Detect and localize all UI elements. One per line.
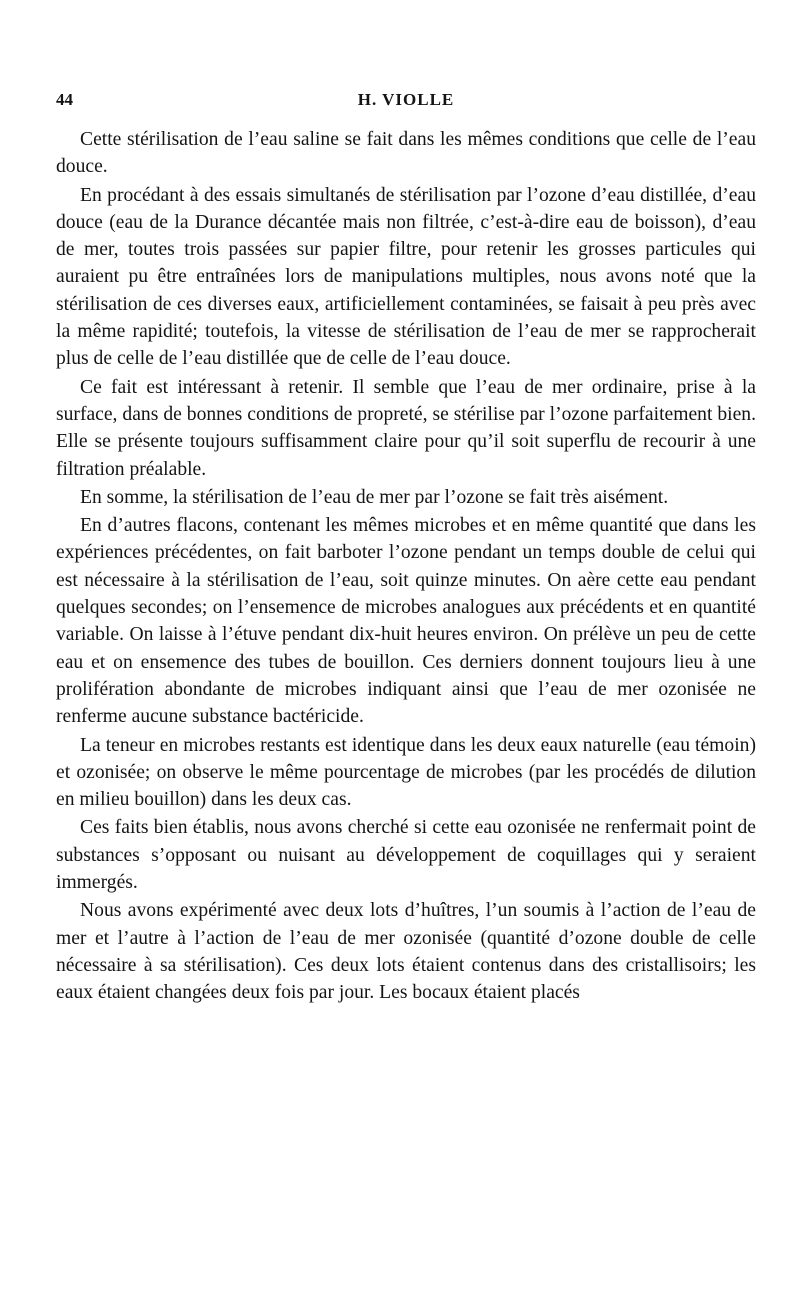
page-header: [56, 86, 756, 116]
book-page: [56, 86, 756, 1007]
paragraph: Nous avons expérimenté avec deux lots d’huîtres, l’un soumis à l’action de l’eau de mer et l’autre à l’action de l’eau de mer ozonisée (quantité d’ozone double de celle nécessaire à sa stérilisation). Ces deux lots étaient contenus dans des cristallisoirs; les eaux étaient changées deux fois par jour. Les bocaux étaient placés: [56, 900, 756, 1004]
running-head: H. VIOLLE: [357, 90, 455, 109]
paragraph: Ces faits bien établis, nous avons cherché si cette eau ozonisée ne renfermait point de substances s’opposant ou nuisant au développement de coquillages qui y seraient immergés.: [56, 817, 756, 894]
paragraph: En d’autres flacons, contenant les mêmes microbes et en même quantité que dans les expériences précédentes, on fait barboter l’ozone pendant un temps double de celui qui est nécessaire à la stérilisation de l’eau, soit quinze minutes. On aère cette eau pendant quelques secondes; on l’ensemence de microbes analogues aux précédents et en quantité variable. On laisse à l’étuve pendant dix-huit heures environ. On prélève un peu de cette eau et on ensemence des tubes de bouillon. Ces derniers donnent toujours lieu à une prolifération abondante de microbes indiquant ainsi que l’eau de mer ozonisée ne renferme aucune substance bactéricide.: [56, 515, 756, 728]
paragraph: La teneur en microbes restants est identique dans les deux eaux naturelle (eau témoin) et ozonisée; on observe le même pourcentage de microbes (par les procédés de dilution en milieu bouillon) dans les deux cas.: [56, 734, 756, 811]
paragraph: En procédant à des essais simultanés de stérilisation par l’ozone d’eau distillée, d’eau douce (eau de la Durance décantée mais non filtrée, c’est-à-dire eau de boisson), d’eau de mer, toutes trois passées sur papier filtre, pour retenir les grosses particules qui auraient pu être entraînées lors de manipulations multiples, nous avons noté que la stérilisation de ces diverses eaux, artificiellement contaminées, se faisait à peu près avec la même rapidité; toutefois, la vitesse de stérilisation de l’eau de mer se rapprocherait plus de celle de l’eau distillée que de celle de l’eau douce.: [56, 184, 756, 370]
paragraph: Cette stérilisation de l’eau saline se fait dans les mêmes conditions que celle de l’eau douce.: [56, 129, 756, 178]
body-text: [56, 126, 756, 1007]
paragraph: En somme, la stérilisation de l’eau de mer par l’ozone se fait très aisément.: [80, 486, 669, 508]
paragraph: Ce fait est intéressant à retenir. Il semble que l’eau de mer ordinaire, prise à la surface, dans de bonnes conditions de propreté, se stérilise par l’ozone parfaitement bien. Elle se présente toujours suffisamment claire pour qu’il soit superflu de recourir à une filtration préalable.: [56, 376, 756, 480]
page-number: 44: [56, 90, 73, 109]
